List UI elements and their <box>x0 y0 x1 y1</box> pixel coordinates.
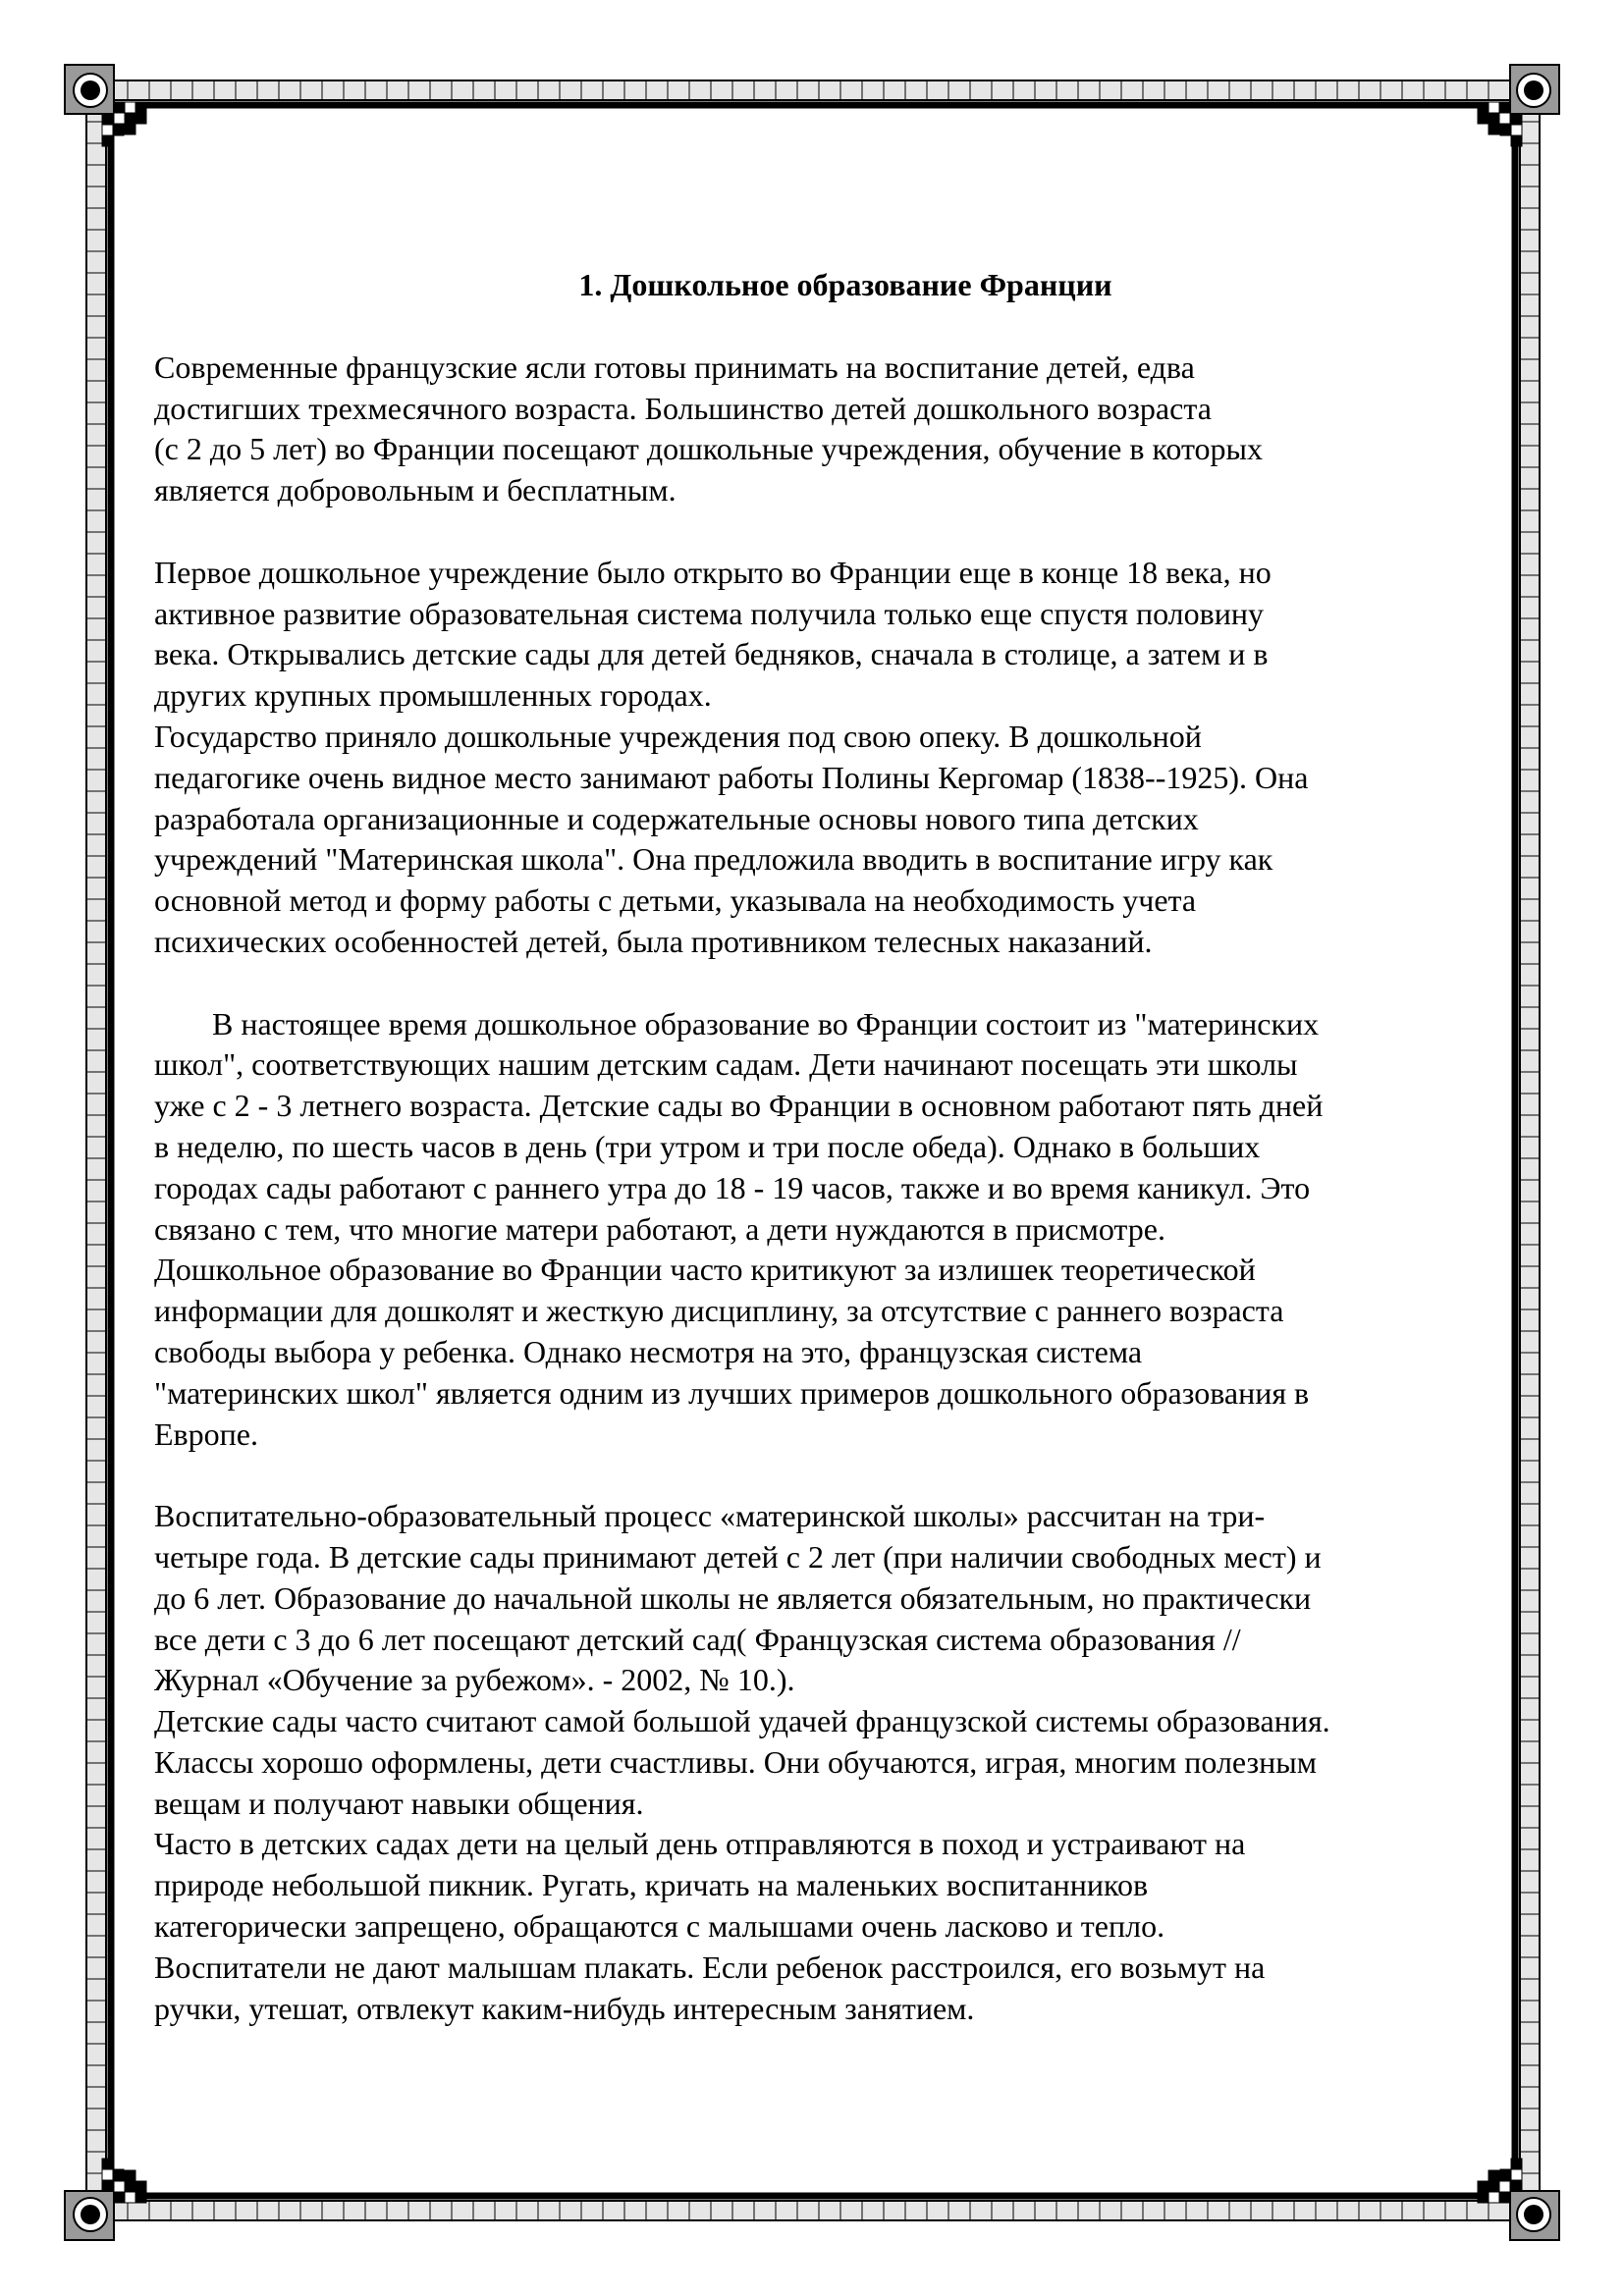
text-line: до 6 лет. Образование до начальной школы не является обязательным, но практически <box>154 1579 1312 1616</box>
corner-ornament-top-right <box>1478 65 1559 146</box>
text-line: городах сады работают с раннего утра до 18 - 19 часов, также и во время каникул. Это <box>154 1169 1311 1205</box>
document-title: 1. Дошкольное образование Франции <box>578 267 1112 302</box>
text-line: (с 2 до 5 лет) во Франции посещают дошкольные учреждения, обучение в которых <box>154 431 1264 467</box>
text-line: разработала организационные и содержательные основы нового типа детских <box>154 800 1199 836</box>
paragraph-3 <box>154 1004 1509 1456</box>
text-line: Государство приняло дошкольные учреждения под свою опеку. В дошкольной <box>154 718 1202 754</box>
text-line: уже с 2 - 3 летнего возраста. Детские сады во Франции в основном работают пять дней <box>154 1088 1324 1124</box>
frame-band-right <box>1520 80 1540 2220</box>
paragraph-1 <box>154 347 1509 511</box>
frame-band-left <box>86 80 106 2220</box>
corner-ornament-top-left <box>65 65 146 146</box>
text-line: "материнских школ" является одним из лучших примеров дошкольного образования в <box>154 1374 1310 1411</box>
text-line: связано с тем, что многие матери работают, а дети нуждаются в присмотре. <box>154 1210 1165 1247</box>
text-line: активное развитие образовательная система получила только еще спустя половину <box>154 595 1264 631</box>
text-line: Журнал «Обучение за рубежом». - 2002, № 10.). <box>154 1662 795 1698</box>
text-line: является добровольным и бесплатным. <box>154 472 677 508</box>
frame-band-top <box>86 80 1540 100</box>
text-line: информации для дошколят и жесткую дисциплину, за отсутствие с раннего возраста <box>154 1293 1284 1329</box>
text-line: четыре года. В детские сады принимают детей с 2 лет (при наличии свободных мест) и <box>154 1538 1322 1575</box>
corner-ornament-bottom-left <box>65 2159 146 2240</box>
text-line: природе небольшой пикник. Ругать, кричать на маленьких воспитанников <box>154 1867 1149 1903</box>
text-line: Современные французские ясли готовы принимать на воспитание детей, едва <box>154 348 1195 385</box>
text-line: категорически запрещено, обращаются с малышами очень ласково и тепло. <box>154 1908 1165 1945</box>
text-line: учреждений "Материнская школа". Она предложила вводить в воспитание игру как <box>154 841 1273 878</box>
text-line: Дошкольное образование во Франции часто критикуют за излишек теоретической <box>154 1252 1256 1288</box>
text-line: школ", соответствующих нашим детским садам. Дети начинают посещать эти школы <box>154 1046 1298 1083</box>
text-line: Воспитатели не дают малышам плакать. Если ребенок расстроился, его возьмут на <box>154 1949 1266 1985</box>
text-line: все дети с 3 до 6 лет посещают детский сад( Французская система образования // <box>154 1621 1241 1657</box>
text-line: других крупных промышленных городах. <box>154 677 712 714</box>
text-line: достигших трехмесячного возраста. Большинство детей дошкольного возраста <box>154 390 1212 426</box>
paragraph-4 <box>154 1496 1509 2029</box>
frame-band-bottom <box>86 2201 1540 2220</box>
corner-ornament-bottom-right <box>1478 2159 1559 2240</box>
text-line: в неделю, по шесть часов в день (три утром и три после обеда). Однако в больших <box>154 1128 1261 1164</box>
text-line: вещам и получают навыки общения. <box>154 1785 644 1821</box>
text-line: ручки, утешат, отвлекут каким-нибудь интересным занятием. <box>154 1990 975 2026</box>
text-line: Часто в детских садах дети на целый день отправляются в поход и устраивают на <box>154 1826 1246 1862</box>
document-body <box>154 265 1509 2029</box>
text-line: психических особенностей детей, была противником телесных наказаний. <box>154 923 1153 959</box>
text-line: Детские сады часто считают самой большой удачей французской системы образования. <box>154 1703 1330 1739</box>
text-line: Воспитательно-образовательный процесс «материнской школы» рассчитан на три- <box>154 1498 1266 1534</box>
text-line: свободы выбора у ребенка. Однако несмотря на это, французская система <box>154 1333 1143 1369</box>
text-line: Европе. <box>154 1415 258 1452</box>
text-line: Первое дошкольное учреждение было открыто во Франции еще в конце 18 века, но <box>154 554 1272 590</box>
text-line: педагогике очень видное место занимают работы Полины Кергомар (1838--1925). Она <box>154 759 1309 795</box>
text-line: Классы хорошо оформлены, дети счастливы. Они обучаются, играя, многим полезным <box>154 1743 1318 1780</box>
text-line: века. Открывались детские сады для детей бедняков, сначала в столице, а затем и в <box>154 636 1269 672</box>
text-line: основной метод и форму работы с детьми, указывала на необходимость учета <box>154 882 1197 919</box>
paragraph-2 <box>154 553 1509 963</box>
text-line: В настоящее время дошкольное образование во Франции состоит из "материнских <box>212 1005 1320 1041</box>
